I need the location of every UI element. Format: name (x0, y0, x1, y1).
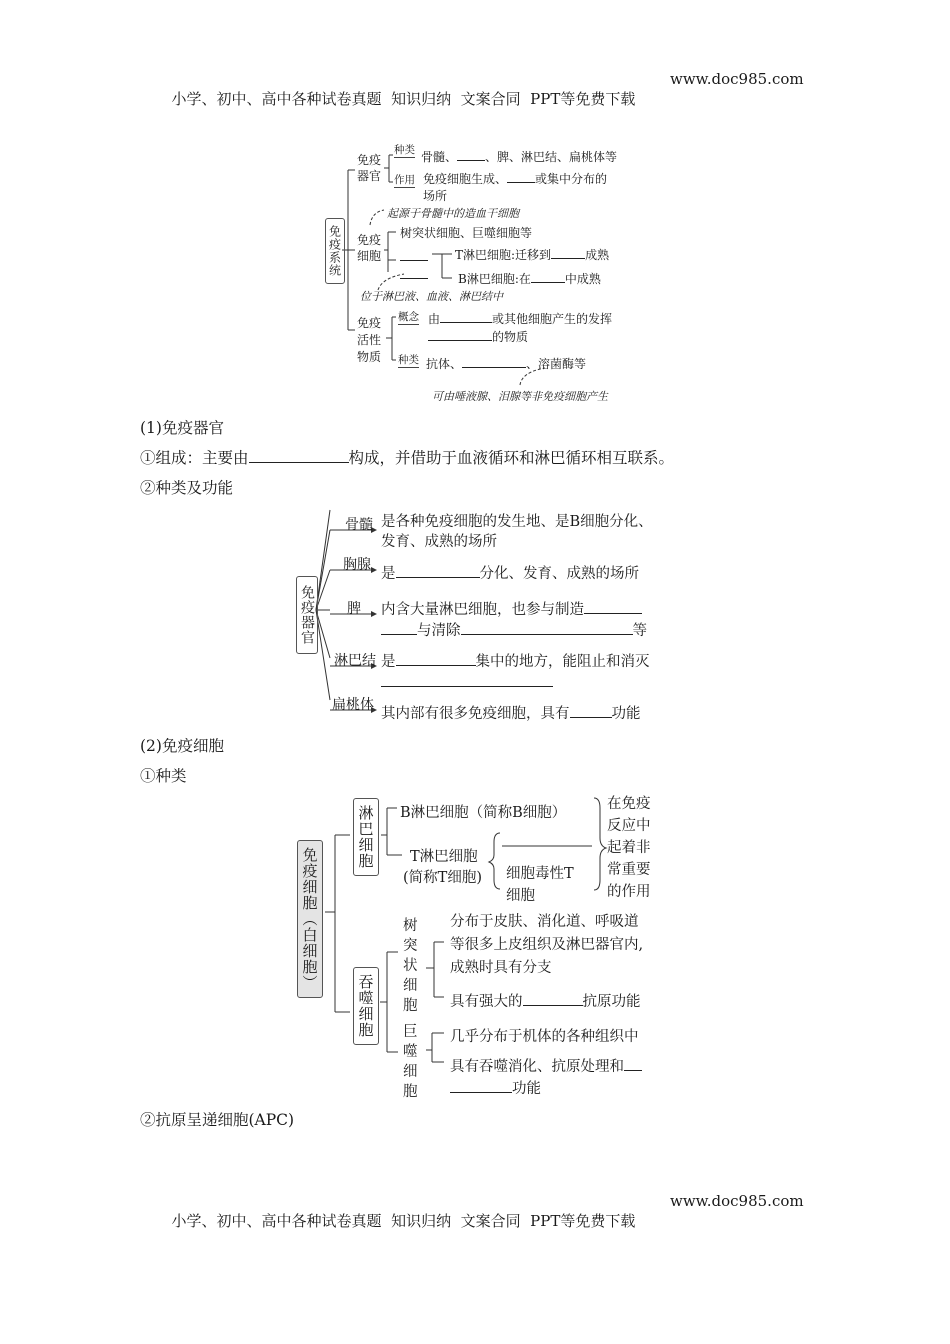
substances-kind-text: 抗体、 、溶菌酶等 (426, 357, 587, 371)
t-cell-label: T淋巴细胞 (410, 849, 478, 865)
section1-q2: ②种类及功能 (140, 479, 234, 497)
role-5: 的作用 (607, 884, 651, 900)
row-bone-marrow-line2: 发育、成熟的场所 (381, 534, 497, 550)
organs-kind-tag: 种类 (394, 144, 415, 156)
row-spleen-line2: 与清除 等 (381, 619, 647, 640)
cells-item1: 树突状细胞、巨噬细胞等 (400, 226, 533, 240)
t-cell-abbrev: (简称T细胞) (403, 870, 482, 886)
dendritic-line4: 具有强大的 抗原功能 (450, 990, 641, 1011)
b-cell-label: B淋巴细胞（简称B细胞） (400, 805, 567, 821)
row-lymph-node-name: 淋巴结 (334, 653, 376, 669)
header-text: 小学、初中、高中各种试卷真题 知识归纳 文案合同 PPT等免费下载 (171, 90, 636, 108)
concept-tag: 概念 (398, 311, 419, 323)
section1-q1: ①组成：主要由 构成，并借助于血液循环和淋巴循环相互联系。 (140, 449, 675, 467)
role-4: 常重要 (607, 862, 651, 878)
organs-func-text-2: 场所 (423, 189, 448, 203)
diagram2-root: 免疫器官 (296, 576, 318, 654)
macrophage-line2: 具有吞噬消化、抗原处理和 (450, 1055, 642, 1076)
cells-label: 免疫细胞 (357, 233, 382, 263)
substances-label: 免疫活性物质 (357, 316, 382, 364)
row-spleen-name: 脾 (347, 601, 361, 617)
role-1: 在免疫 (607, 796, 651, 812)
row-bone-marrow-line1: 是各种免疫细胞的发生地、是B细胞分化、 (381, 514, 653, 530)
cytotoxic-t-1: 细胞毒性T (506, 866, 574, 882)
macrophage-line1: 几乎分布于机体的各种组织中 (450, 1029, 639, 1045)
organs-func-tag: 作用 (394, 174, 415, 186)
role-2: 反应中 (607, 818, 651, 834)
section2-title: (2)免疫细胞 (140, 737, 224, 755)
row-bone-marrow-name: 骨髓 (345, 517, 373, 533)
section1-title: (1)免疫器官 (140, 419, 224, 437)
organs-func-text: 免疫细胞生成、 或集中分布的 (423, 172, 608, 186)
row-thymus-line1: 是 分化、发育、成熟的场所 (381, 562, 639, 583)
diagram3-root: 免疫细胞（白细胞） (297, 840, 323, 998)
b-cell-line: B淋巴细胞:在 中成熟 (458, 272, 601, 286)
section2-sub1: ①种类 (140, 767, 187, 785)
substances-note: 可由唾液腺、泪腺等非免疫细胞产生 (432, 390, 608, 403)
cytotoxic-t-2: 细胞 (506, 888, 535, 904)
footer-text: 小学、初中、高中各种试卷真题 知识归纳 文案合同 PPT等免费下载 (171, 1212, 636, 1230)
cells-note-bottom: 位于淋巴液、血液、淋巴结中 (360, 290, 503, 303)
dendritic-label: 树突状细胞 (403, 918, 418, 1014)
header-url[interactable]: www.doc985.com (670, 70, 804, 88)
substances-kind-tag: 种类 (398, 354, 419, 366)
role-3: 起着非 (607, 840, 651, 856)
row-tonsil-name: 扁桃体 (332, 697, 374, 713)
phagocyte-box: 吞噬细胞 (353, 967, 379, 1045)
dendritic-line3: 成熟时具有分支 (450, 960, 552, 976)
dendritic-line2: 等很多上皮组织及淋巴器官内, (450, 937, 644, 953)
row-thymus-name: 胸腺 (343, 557, 371, 573)
t-cell-line: T淋巴细胞:迁移到 成熟 (455, 248, 610, 262)
macrophage-line3: 功能 (450, 1077, 541, 1098)
row-spleen-line1: 内含大量淋巴细胞，也参与制造 (381, 598, 642, 619)
lymphocyte-box: 淋巴细胞 (353, 798, 379, 876)
section2-sub2: ②抗原呈递细胞(APC) (140, 1111, 295, 1129)
row-tonsil-line1: 其内部有很多免疫细胞，具有 功能 (381, 702, 641, 723)
page-footer (162, 1192, 635, 1231)
concept-text: 由 或其他细胞产生的发挥 (428, 312, 613, 326)
organs-label: 免疫器官 (357, 153, 382, 183)
organs-kind-text: 骨髓、 、脾、淋巴结、扁桃体等 (421, 150, 618, 164)
macrophage-label: 巨噬细胞 (403, 1024, 418, 1100)
row-lymph-node-line1: 是 集中的地方，能阻止和消灭 (381, 650, 650, 671)
diagram1-root: 免疫系统 (325, 218, 345, 284)
cells-note-top: 起源于骨髓中的造血干细胞 (387, 207, 519, 220)
footer-url[interactable]: www.doc985.com (670, 1192, 804, 1210)
dendritic-line1: 分布于皮肤、消化道、呼吸道 (450, 914, 639, 930)
concept-text-2: 的物质 (428, 328, 528, 345)
